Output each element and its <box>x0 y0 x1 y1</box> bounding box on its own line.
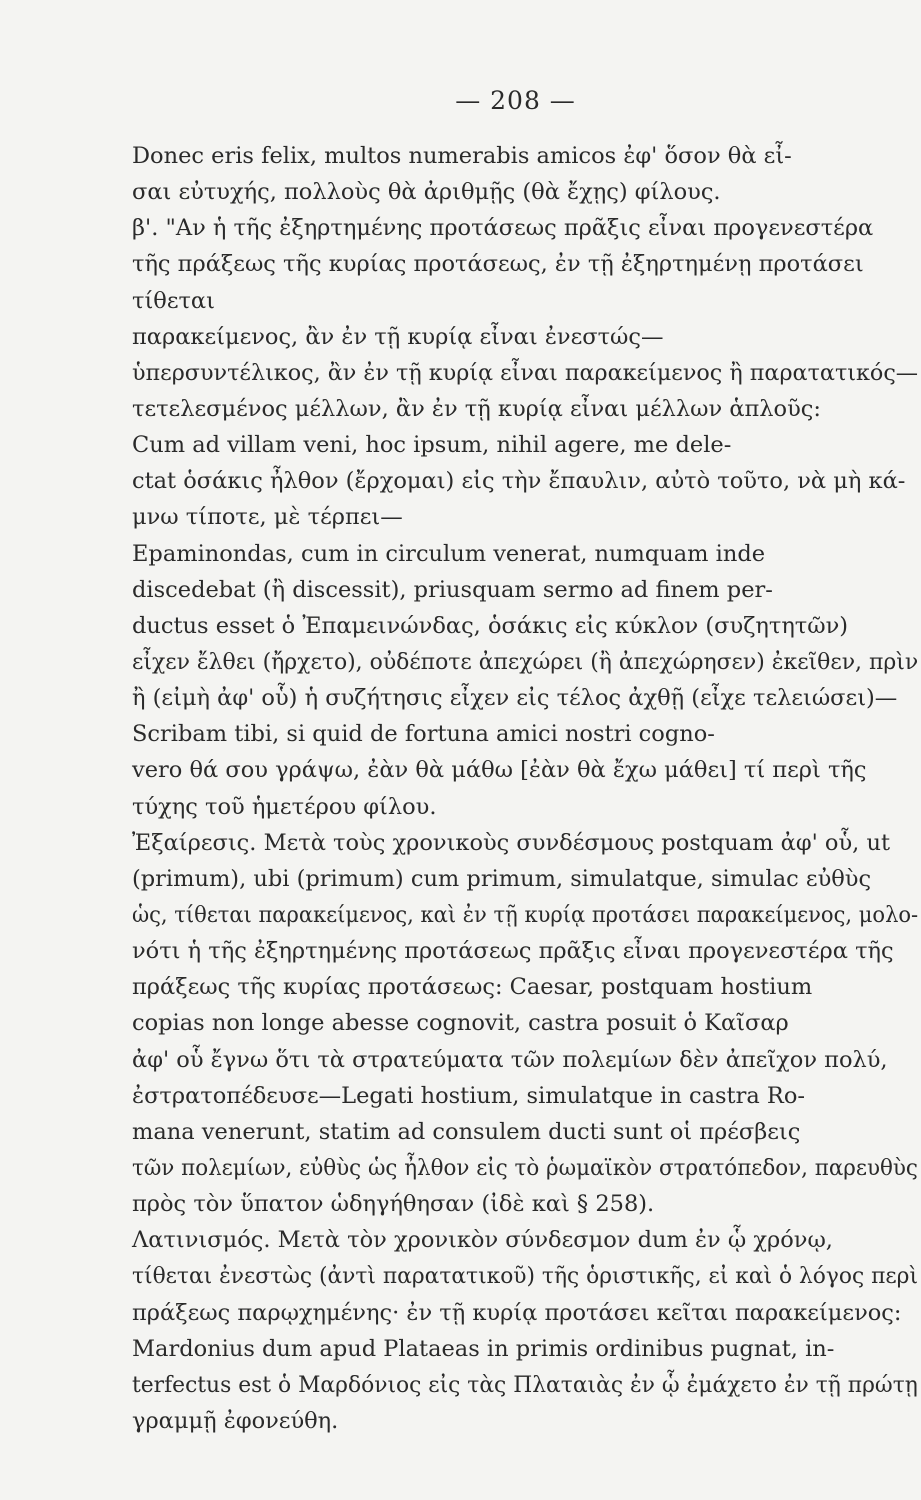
text-line: τῶν πολεμίων, εὐθὺς ὡς ἦλθον εἰς τὸ ῥωμαϊκὸν στρατόπεδον, παρευθὺς <box>132 1154 918 1181</box>
text-line: πρὸς τὸν ὕπατον ὡδηγήθησαν (ἰδὲ καὶ § 258). <box>132 1191 655 1218</box>
text-line: discedebat (ἢ discessit), priusquam sermo ad finem per- <box>132 576 773 603</box>
text-line: τύχης τοῦ ἡμετέρου φίλου. <box>132 793 437 820</box>
text-line: (primum), ubi (primum) cum primum, simulatque, simulac εὐθὺς <box>132 865 872 892</box>
text-line: Λατινισμός. Μετὰ τὸν χρονικὸν σύνδεσμον dum ἐν ᾧ χρόνῳ, <box>132 1227 833 1254</box>
text-line: εἶχεν ἔλθει (ἤρχετο), οὐδέποτε ἀπεχώρει (ἢ ἀπεχώρησεν) ἐκεῖθεν, πρὶν <box>132 648 919 675</box>
text-line: β'. "Αν ἡ τῆς ἐξηρτημένης προτάσεως πρᾶξις εἶναι προγενεστέρα <box>132 215 874 242</box>
text-line: copias non longe abesse cognovit, castra posuit ὁ Καῖσαρ <box>132 1010 789 1037</box>
text-line: Scribam tibi, si quid de fortuna amici nostri cogno- <box>132 721 715 748</box>
body-text <box>132 138 918 1439</box>
text-line: τετελεσμένος μέλλων, ἂν ἐν τῇ κυρίᾳ εἶναι μέλλων ἁπλοῦς: <box>132 395 821 422</box>
text-line: Donec eris felix, multos numerabis amicos ἐφ' ὅσον θὰ εἶ- <box>132 143 792 169</box>
text-line: Epaminondas, cum in circulum venerat, numquam inde <box>132 540 766 567</box>
text-line: γραμμῇ ἐφονεύθη. <box>132 1407 339 1434</box>
text-line: παρακείμενος, ἂν ἐν τῇ κυρίᾳ εἶναι ἐνεστώς— <box>132 323 664 350</box>
text-line: πράξεως παρῳχημένης· ἐν τῇ κυρίᾳ προτάσει κεῖται παρακείμενος: <box>132 1299 902 1326</box>
text-line: mana venerunt, statim ad consulem ducti sunt οἱ πρέσβεις <box>132 1118 801 1145</box>
text-line: ὡς, τίθεται παρακείμενος, καὶ ἐν τῇ κυρίᾳ προτάσει παρακείμενος, μολο- <box>132 901 919 928</box>
text-line: terfectus est ὁ Μαρδόνιος εἰς τὰς Πλαταιὰς ἐν ᾧ ἐμάχετο ἐν τῇ πρώτῃ <box>132 1371 918 1398</box>
text-line: Ἐξαίρεσις. Μετὰ τοὺς χρονικοὺς συνδέσμους postquam ἀφ' οὗ, ut <box>132 829 890 856</box>
text-line: τίθεται ἐνεστὼς (ἀντὶ παρατατικοῦ) τῆς ὁριστικῆς, εἰ καὶ ὁ λόγος περὶ <box>132 1263 918 1290</box>
text-line: πράξεως τῆς κυρίας προτάσεως: Caesar, postquam hostium <box>132 974 813 1001</box>
text-line: τῆς πράξεως τῆς κυρίας προτάσεως, ἐν τῇ ἐξηρτημένῃ προτάσει <box>132 251 864 278</box>
text-line: τίθεται <box>132 287 215 314</box>
text-line: Mardonius dum apud Plataeas in primis ordinibus pugnat, in- <box>132 1335 835 1362</box>
text-line: ctat ὁσάκις ἦλθον (ἔρχομαι) εἰς τὴν ἔπαυλιν, αὐτὸ τοῦτο, νὰ μὴ κά- <box>132 468 906 495</box>
text-line: vero θά σου γράψω, ἐὰν θὰ μάθω [ἐὰν θὰ ἔχω μάθει] τί περὶ τῆς <box>132 757 867 784</box>
text-line: νότι ἡ τῆς ἐξηρτημένης προτάσεως πρᾶξις εἶναι προγενεστέρα τῆς <box>132 938 894 965</box>
text-line: ἀφ' οὗ ἔγνω ὅτι τὰ στρατεύματα τῶν πολεμίων δὲν ἀπεῖχον πολύ, <box>132 1046 888 1073</box>
text-line: ἐστρατοπέδευσε—Legati hostium, simulatque in castra Ro- <box>132 1082 805 1109</box>
text-line: Cum ad villam veni, hoc ipsum, nihil agere, me dele- <box>132 432 732 459</box>
text-line: ἢ (εἰμὴ ἀφ' οὗ) ἡ συζήτησις εἶχεν εἰς τέλος ἀχθῇ (εἶχε τελειώσει)— <box>132 685 898 712</box>
text-line: μνω τίποτε, μὲ τέρπει— <box>132 504 403 531</box>
text-line: σαι εὐτυχής, πολλοὺς θὰ ἀριθμῇς (θὰ ἔχῃς) φίλους. <box>132 179 721 206</box>
text-line: ὑπερσυντέλικος, ἂν ἐν τῇ κυρίᾳ εἶναι παρακείμενος ἢ παρατατικός— <box>132 359 919 386</box>
page-number: — 208 — <box>455 86 576 115</box>
text-line: ductus esset ὁ Ἐπαμεινώνδας, ὁσάκις εἰς κύκλον (συζητητῶν) <box>132 612 849 639</box>
